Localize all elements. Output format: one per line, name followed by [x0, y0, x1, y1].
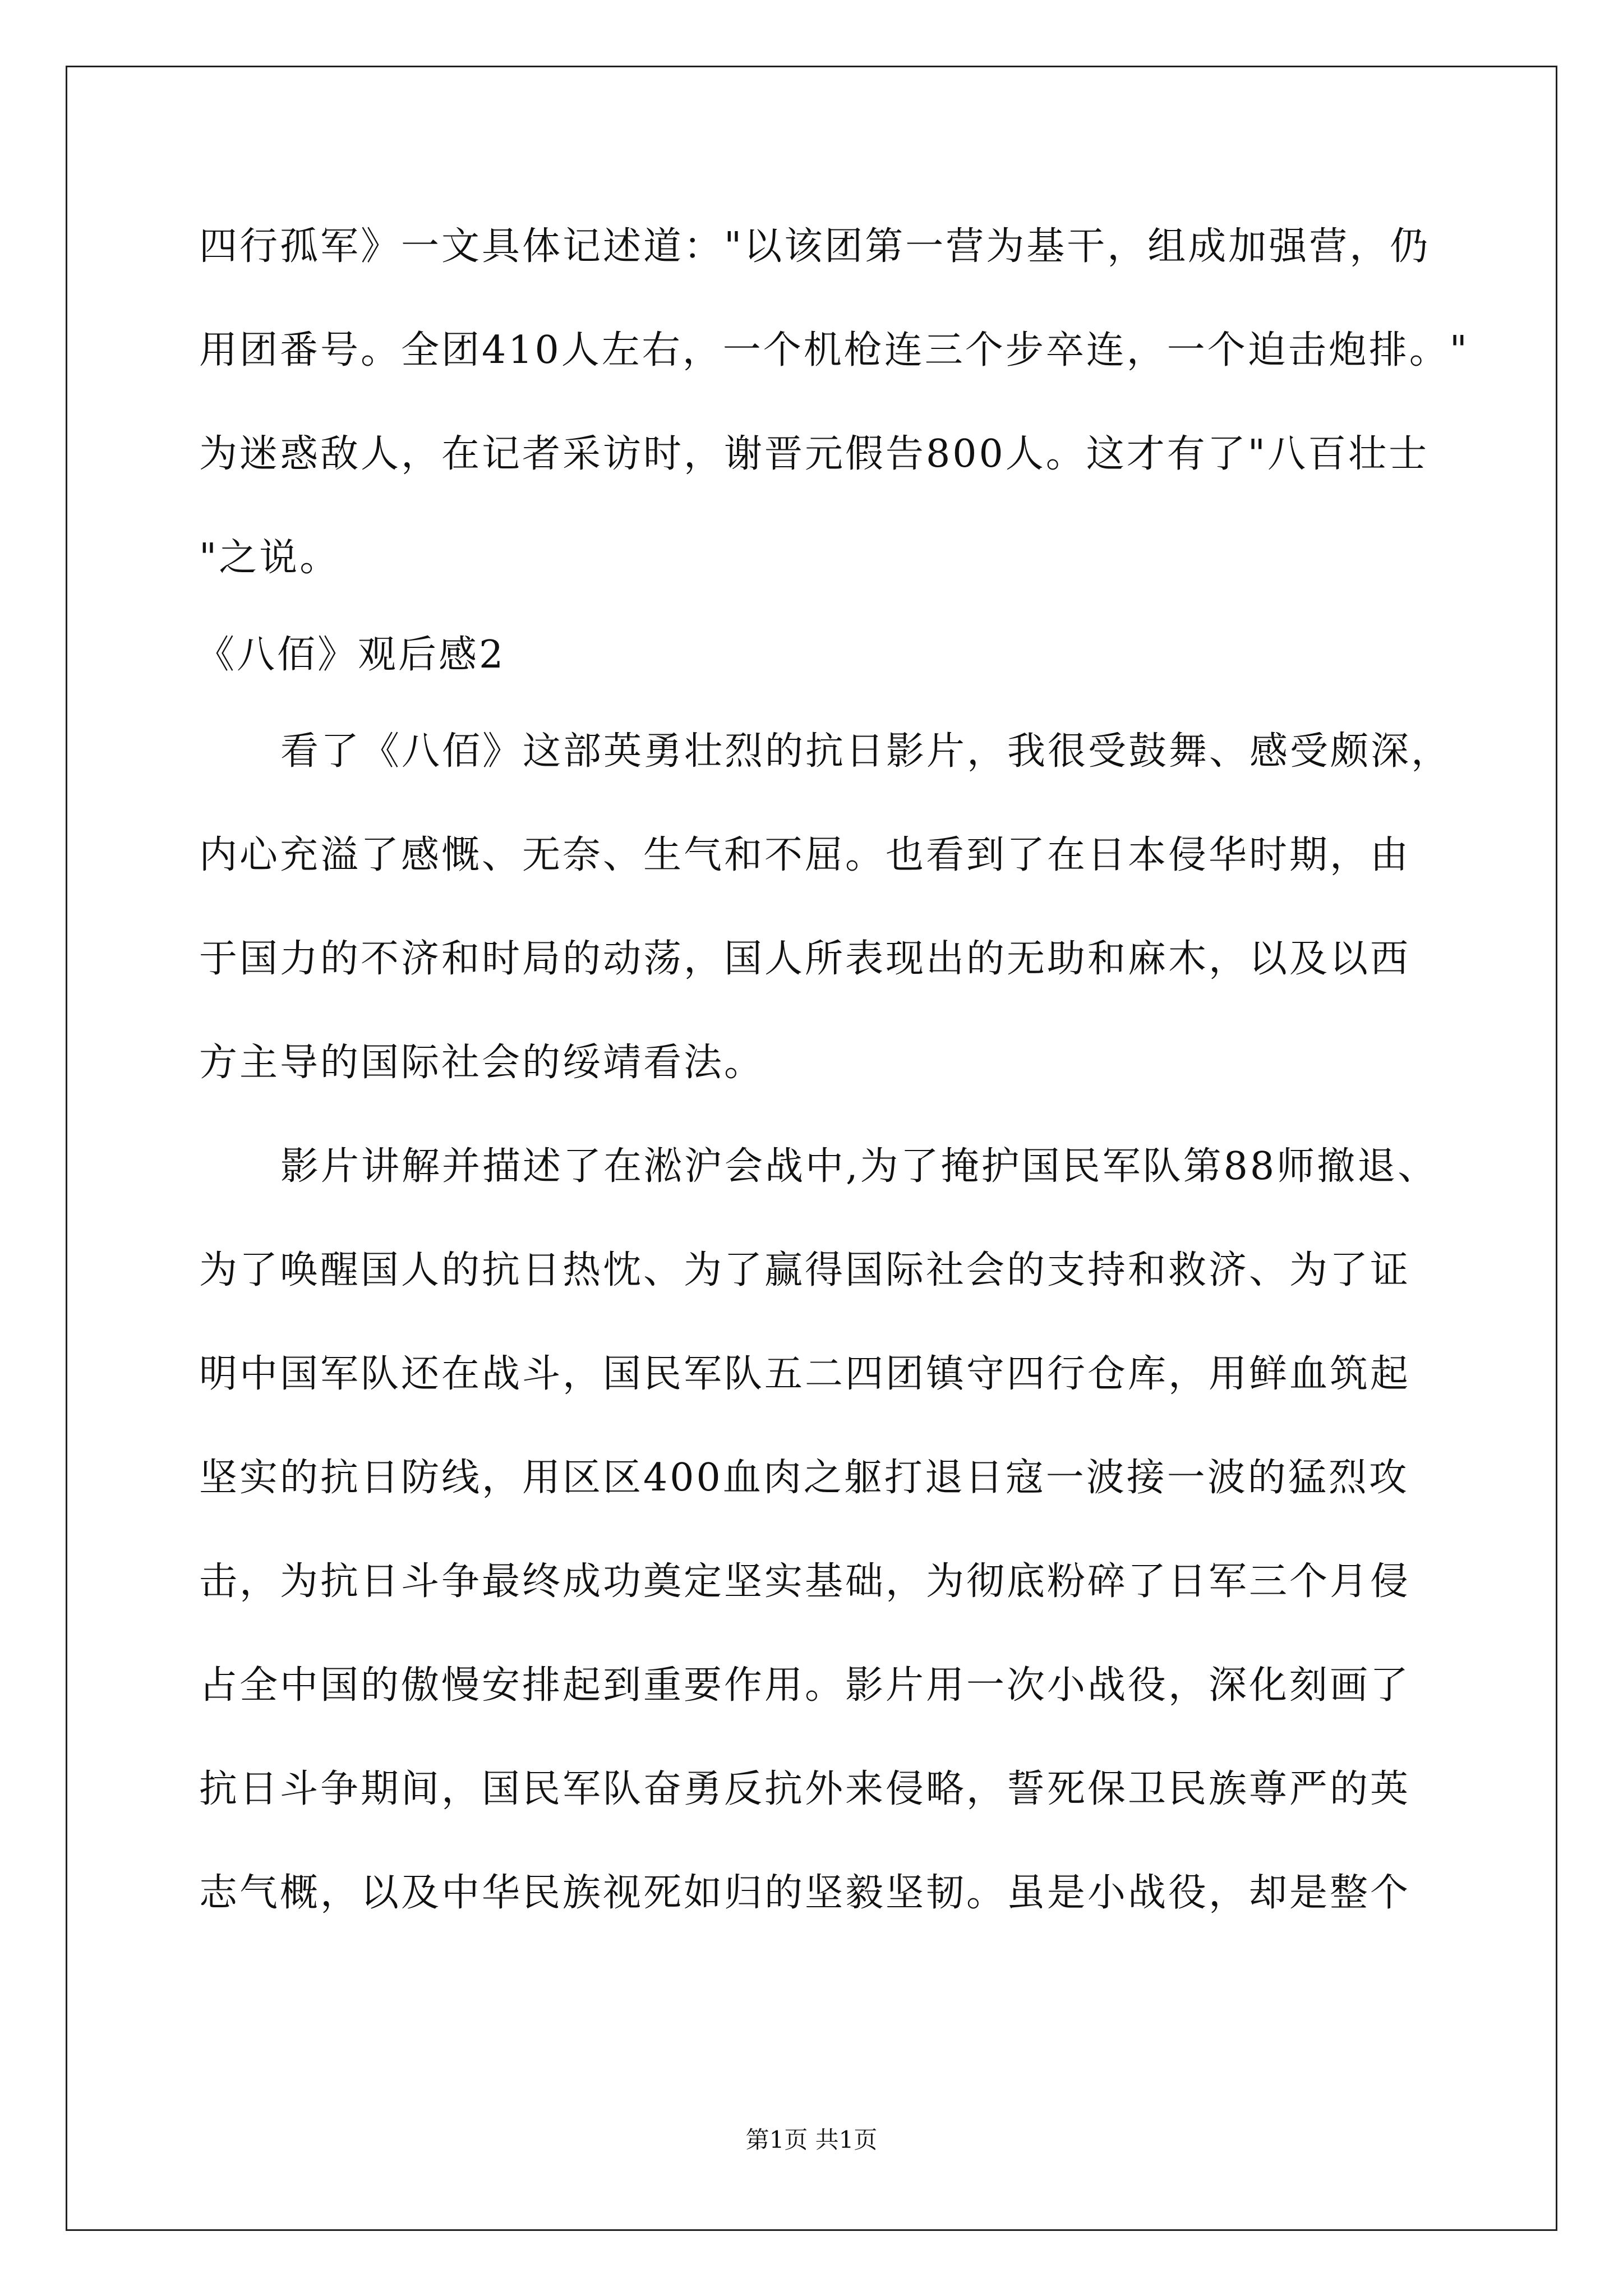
- text-line: 为迷惑敌人，在记者采访时，谢晋元假告800人。这才有了"八百壮士: [199, 432, 1430, 476]
- text-line: 为了唤醒国人的抗日热忱、为了赢得国际社会的支持和救济、为了证: [199, 1248, 1411, 1292]
- paragraph-first-line: 看了《八佰》这部英勇壮烈的抗日影片，我很受鼓舞、感受颇深，: [280, 729, 1452, 774]
- text-line: "之说。: [199, 536, 340, 580]
- text-line: 四行孤军》一文具体记述道："以该团第一营为基干，组成加强营，仍: [199, 224, 1431, 269]
- text-line: 坚实的抗日防线，用区区400血肉之躯打退日寇一波接一波的猛烈攻: [199, 1456, 1409, 1500]
- text-line: 占全中国的傲慢安排起到重要作用。影片用一次小战役，深化刻画了: [199, 1663, 1411, 1708]
- text-line: 于国力的不济和时局的动荡，国人所表现出的无助和麻木，以及以西: [199, 937, 1411, 981]
- text-line: 用团番号。全团410人左右，一个机枪连三个步卒连，一个迫击炮排。": [199, 328, 1470, 372]
- text-line: 明中国军队还在战斗，国民军队五二四团镇守四行仓库，用鲜血筑起: [199, 1352, 1411, 1396]
- text-line: 志气概，以及中华民族视死如归的坚毅坚韧。虽是小战役，却是整个: [199, 1871, 1411, 1915]
- text-line: 抗日斗争期间，国民军队奋勇反抗外来侵略，誓死保卫民族尊严的英: [199, 1767, 1411, 1811]
- text-line: 击，为抗日斗争最终成功奠定坚实基础，为彻底粉碎了日军三个月侵: [199, 1559, 1411, 1604]
- text-line: 方主导的国际社会的绥靖看法。: [199, 1041, 765, 1085]
- paragraph-first-line: 影片讲解并描述了在淞沪会战中,为了掩护国民军队第88师撤退、: [280, 1144, 1438, 1189]
- page-footer: 第1页 共1页: [745, 2126, 878, 2154]
- section-heading: 《八佰》观后感2: [196, 633, 506, 677]
- text-line: 内心充溢了感慨、无奈、生气和不屈。也看到了在日本侵华时期，由: [199, 833, 1411, 877]
